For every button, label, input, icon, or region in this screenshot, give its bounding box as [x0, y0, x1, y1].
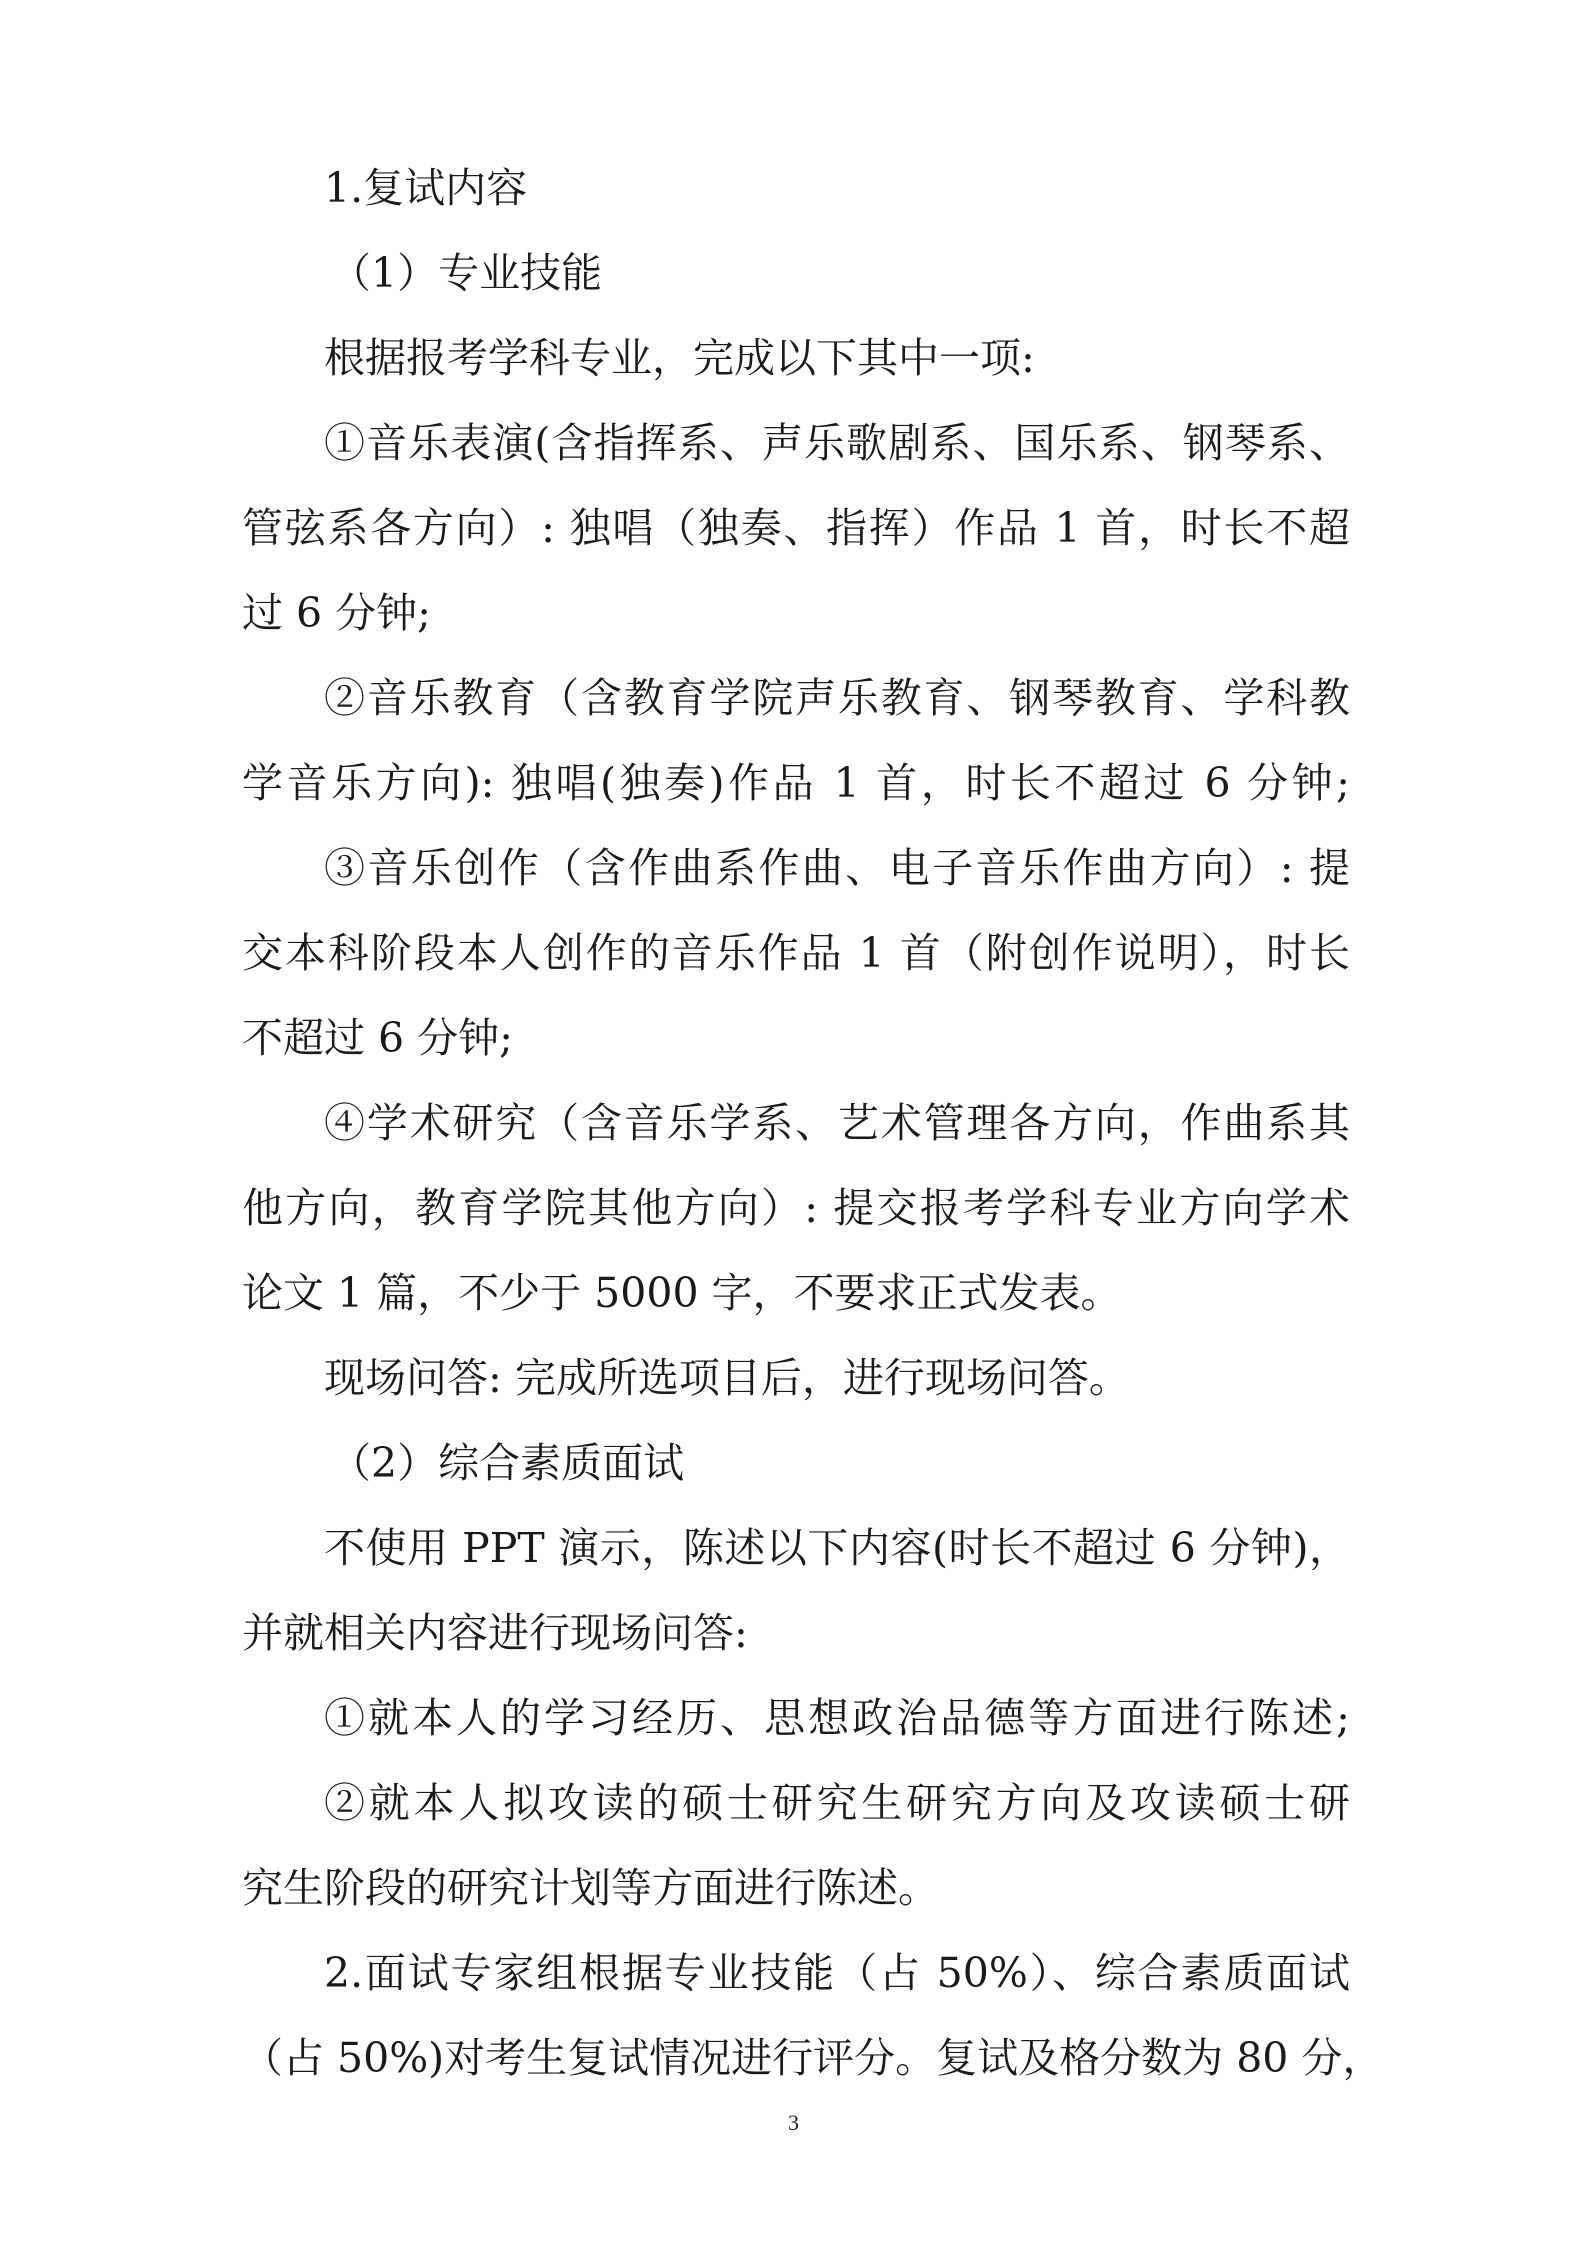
paragraph-line: 2.面试专家组根据专业技能（占 50%）、综合素质面试 [324, 1949, 1350, 1997]
paragraph-line: 交本科阶段本人创作的音乐作品 1 首（附创作说明），时长 [242, 929, 1350, 977]
paragraph-line: 现场问答: 完成所选项目后，进行现场问答。 [324, 1354, 1130, 1402]
paragraph-line: ②就本人拟攻读的硕士研究生研究方向及攻读硕士研 [324, 1779, 1350, 1827]
subsection-heading-professional-skills: （1）专业技能 [330, 249, 603, 297]
paragraph-line: 不超过 6 分钟; [242, 1014, 513, 1062]
paragraph-line: （占 50%)对考生复试情况进行评分。复试及格分数为 80 分， [242, 2034, 1384, 2082]
paragraph-line: 究生阶段的研究计划等方面进行陈述。 [242, 1864, 939, 1912]
subsection-heading-comprehensive-interview: （2）综合素质面试 [330, 1439, 685, 1487]
paragraph-line: 管弦系各方向）: 独唱（独奏、指挥）作品 1 首，时长不超 [242, 504, 1350, 552]
paragraph-line: 根据报考学科专业，完成以下其中一项: [324, 334, 1035, 382]
paragraph-line: ①就本人的学习经历、思想政治品德等方面进行陈述; [324, 1694, 1350, 1742]
page-number: 3 [788, 2110, 799, 2135]
paragraph-line: 过 6 分钟; [242, 589, 431, 637]
paragraph-line: ③音乐创作（含作曲系作曲、电子音乐作曲方向）: 提 [324, 844, 1350, 892]
paragraph-line: 学音乐方向): 独唱(独奏)作品 1 首，时长不超过 6 分钟; [242, 759, 1350, 807]
section-heading-retest-content: 1.复试内容 [324, 164, 528, 212]
paragraph-line: 论文 1 篇，不少于 5000 字，不要求正式发表。 [242, 1269, 1122, 1317]
paragraph-line: ①音乐表演(含指挥系、声乐歌剧系、国乐系、钢琴系、 [324, 419, 1350, 467]
paragraph-line: 他方向，教育学院其他方向）: 提交报考学科专业方向学术 [242, 1184, 1350, 1232]
paragraph-line: ④学术研究（含音乐学系、艺术管理各方向，作曲系其 [324, 1099, 1350, 1147]
paragraph-line: ②音乐教育（含教育学院声乐教育、钢琴教育、学科教 [324, 674, 1350, 722]
paragraph-line: 并就相关内容进行现场问答: [242, 1609, 748, 1657]
paragraph-line: 不使用 PPT 演示，陈述以下内容(时长不超过 6 分钟)， [324, 1524, 1350, 1572]
